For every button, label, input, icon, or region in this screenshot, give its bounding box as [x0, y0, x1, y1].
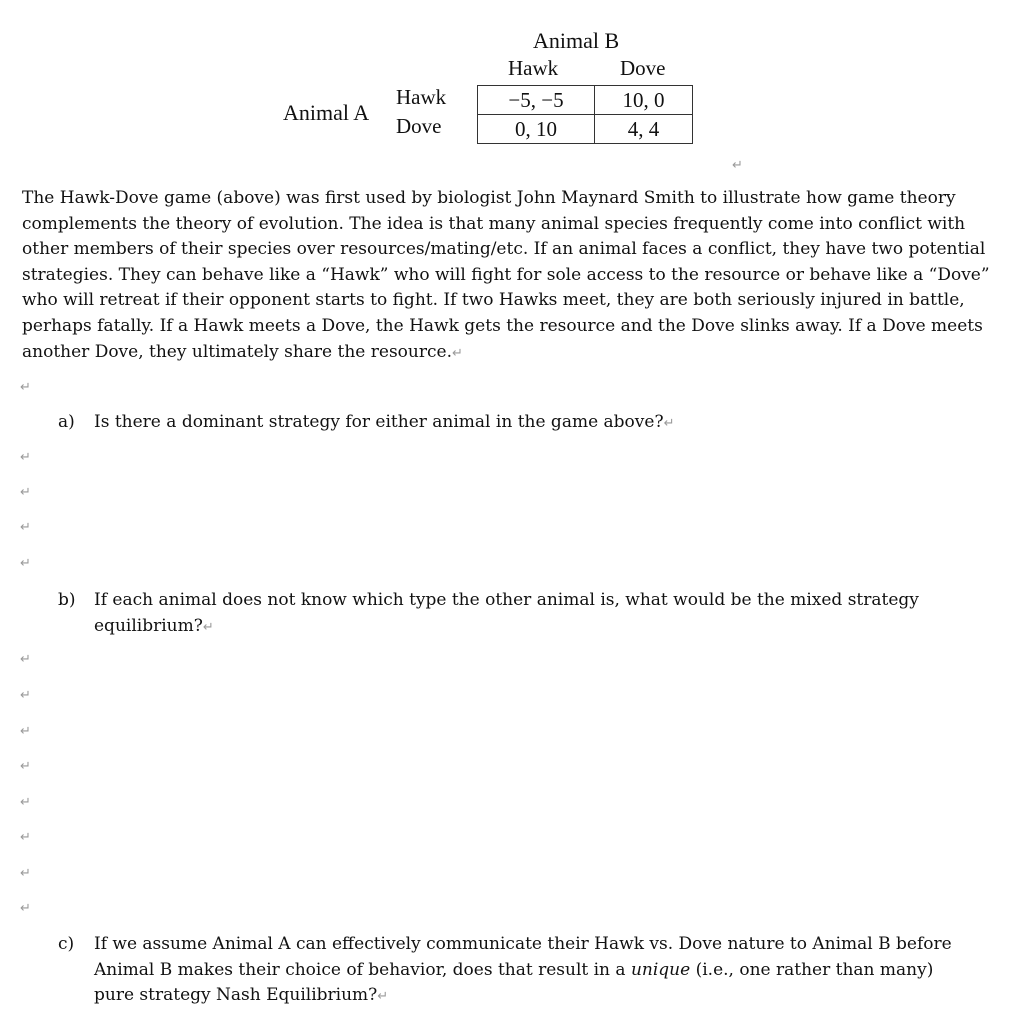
paragraph-mark: ↵	[20, 520, 31, 535]
paragraph-mark: ↵	[20, 830, 31, 845]
question-c-text-after: (i.e., one rather than many) pure strategy Nash Equilibrium?	[94, 959, 934, 1006]
row-label-dove: Dove	[396, 114, 442, 138]
paragraph-mark: ↵	[451, 345, 463, 361]
paragraph-mark: ↵	[20, 652, 31, 667]
question-a	[58, 410, 978, 437]
column-label-dove: Dove	[620, 56, 666, 80]
payoff-row-hawk	[478, 86, 693, 115]
question-b-letter: b)	[58, 590, 76, 610]
paragraph-mark: ↵	[20, 556, 31, 571]
intro-paragraph	[22, 186, 1012, 366]
paragraph-mark: ↵	[732, 158, 743, 173]
question-c-text-before: If we assume Animal A can effectively communicate their Hawk vs. Dove nature to Animal B before Animal B makes their choice of behavior, does that result in a	[94, 934, 952, 980]
paragraph-mark: ↵	[20, 759, 31, 774]
payoff-cell-hawk-hawk: −5, −5	[478, 86, 595, 115]
question-b-text: If each animal does not know which type the other animal is, what would be the mixed strategy equilibrium?	[94, 590, 919, 636]
paragraph-mark: ↵	[20, 450, 31, 465]
question-c-emphasis: unique	[630, 959, 691, 980]
paragraph-mark: ↵	[377, 989, 389, 1005]
row-label-hawk: Hawk	[396, 85, 447, 109]
paragraph-mark: ↵	[20, 485, 31, 500]
paragraph-mark: ↵	[20, 688, 31, 703]
payoff-matrix	[477, 85, 693, 144]
paragraph-mark: ↵	[20, 795, 31, 810]
payoff-row-dove	[478, 115, 693, 144]
paragraph-mark: ↵	[20, 901, 31, 916]
paragraph-mark: ↵	[202, 619, 214, 635]
question-b	[58, 588, 978, 640]
paragraph-mark: ↵	[20, 724, 31, 739]
intro-paragraph-text: The Hawk-Dove game (above) was first used by biologist John Maynard Smith to illustrate how game theory complements the theory of evolution. The idea is that many animal species frequently come into conflict with other members of their species over resources/mating/etc. If an animal faces a conflict, they have two potential strategies. They can behave like a “Hawk” who will fight for sole access to the resource or behave like a “Dove” who will retreat if their opponent starts to fight. If two Hawks meet, they are both seriously injured in battle, perhaps fatally. If a Hawk meets a Dove, the Hawk gets the resource and the Dove slinks away. If a Dove meets another Dove, they ultimately share the resource.	[22, 188, 990, 362]
paragraph-mark: ↵	[20, 866, 31, 881]
question-a-letter: a)	[58, 412, 75, 432]
paragraph-mark: ↵	[663, 416, 675, 431]
payoff-cell-dove-hawk: 0, 10	[478, 115, 595, 144]
paragraph-mark: ↵	[20, 380, 31, 395]
column-label-hawk: Hawk	[508, 56, 559, 80]
column-player-label: Animal B	[533, 28, 620, 53]
row-player-label: Animal A	[283, 100, 370, 125]
payoff-cell-hawk-dove: 10, 0	[595, 86, 693, 115]
question-c-letter: c)	[58, 934, 75, 954]
question-c	[58, 932, 973, 1010]
payoff-cell-dove-dove: 4, 4	[595, 115, 693, 144]
question-a-text: Is there a dominant strategy for either animal in the game above?	[94, 412, 664, 432]
